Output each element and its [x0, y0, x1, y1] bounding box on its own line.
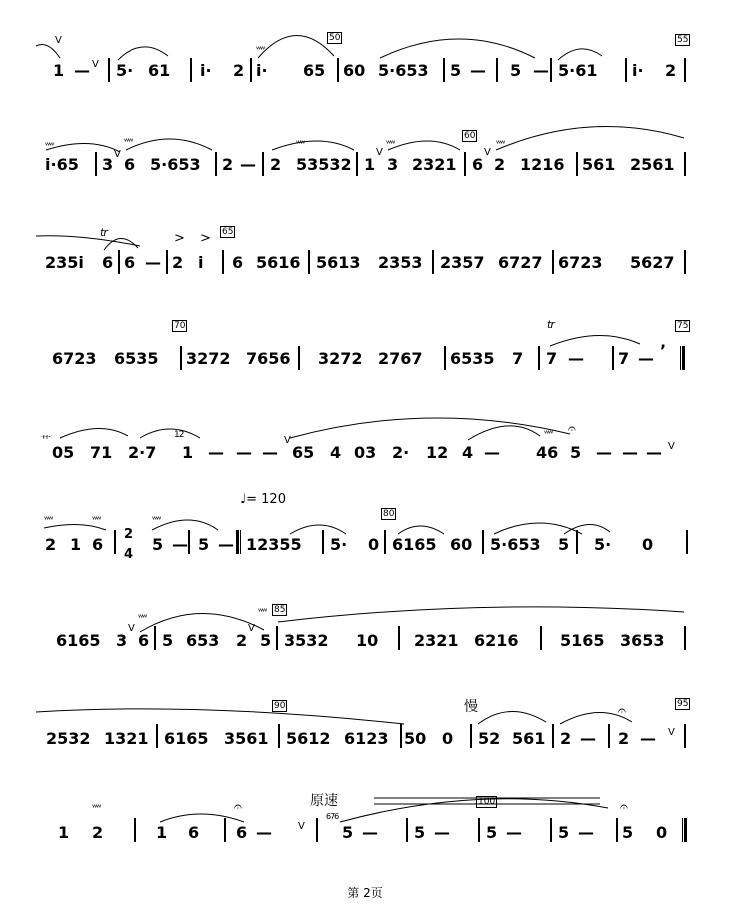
mordent-mark: ʷʷ: [152, 515, 161, 526]
note: 5: [558, 535, 570, 554]
note-group: 52: [478, 729, 501, 748]
measure-number: 70: [174, 321, 186, 331]
note: 2·: [392, 443, 410, 462]
measure-number: 85: [274, 605, 286, 615]
note: 7: [512, 349, 524, 368]
original-tempo-marking: 原速: [310, 793, 338, 809]
note: 3: [116, 631, 128, 650]
note: 5: [450, 61, 462, 80]
trill-mark: tr: [547, 318, 554, 331]
note-group: 46: [536, 443, 559, 462]
note: 5: [558, 823, 570, 842]
dash: —: [568, 349, 584, 368]
note: 6: [138, 631, 150, 650]
note: i·: [256, 61, 268, 80]
note: 5: [260, 631, 272, 650]
breath-mark: V: [128, 623, 134, 634]
slow-marking: 慢: [464, 699, 478, 715]
breath-mark: V: [484, 147, 490, 158]
note-group: 6723: [558, 253, 603, 272]
note: 5: [152, 535, 164, 554]
mordent-mark: ʷʷ: [296, 139, 305, 150]
measure-number: 95: [677, 699, 689, 709]
note-group: 50: [404, 729, 427, 748]
free-tempo-mark: 艹: [40, 434, 50, 447]
breath-mark: V: [92, 59, 98, 70]
note-group: 3272: [186, 349, 231, 368]
note-group: 5·61: [558, 61, 598, 80]
dash: —: [638, 349, 654, 368]
note: 7: [618, 349, 630, 368]
mordent-mark: ʷʷ: [124, 137, 133, 148]
mordent-mark: ʷʷ: [496, 139, 505, 150]
note: 5: [622, 823, 634, 842]
note-group: 1321: [104, 729, 149, 748]
mordent-mark: ʷʷ: [256, 45, 265, 56]
note: 7: [546, 349, 558, 368]
breath-mark: V: [298, 821, 304, 832]
fermata-mark: 𝄐: [620, 799, 627, 815]
measure-number: 80: [383, 509, 395, 519]
note-group: 6535: [114, 349, 159, 368]
breath-mark: V: [114, 149, 120, 160]
note: 2: [618, 729, 630, 748]
note-group: 65: [292, 443, 315, 462]
note-group: 235i: [45, 253, 84, 272]
note-group: 6165: [164, 729, 209, 748]
note: 5·: [594, 535, 612, 554]
note: 5: [570, 443, 582, 462]
dash: —: [506, 823, 522, 842]
mordent-mark: ʷʷ: [45, 141, 54, 152]
rest: 0: [642, 535, 654, 554]
measure-number: 65: [222, 227, 234, 237]
dash: —: [172, 535, 188, 554]
note-group: 1216: [520, 155, 565, 174]
note: 2: [45, 535, 57, 554]
breath-mark: V: [284, 435, 290, 446]
note-group: 561: [512, 729, 546, 748]
dash: —: [622, 443, 638, 462]
fermata-mark: 𝄐: [234, 799, 241, 815]
note-group: 10: [356, 631, 379, 650]
time-signature-top: 2: [124, 527, 134, 542]
dash: —: [646, 443, 662, 462]
note-group: 6165: [392, 535, 437, 554]
accent-mark: >: [174, 231, 184, 246]
note-group: 6727: [498, 253, 543, 272]
note-group: 5616: [256, 253, 301, 272]
note-group: 3653: [620, 631, 665, 650]
note: 3: [102, 155, 114, 174]
note: 2: [233, 61, 245, 80]
breath-mark: V: [668, 727, 674, 738]
note-group: 5·653: [490, 535, 541, 554]
note-group: 12: [426, 443, 449, 462]
note-group: 5165: [560, 631, 605, 650]
note: 2: [222, 155, 234, 174]
note-group: 6216: [474, 631, 519, 650]
note: i·: [200, 61, 212, 80]
note: 6: [102, 253, 114, 272]
time-signature-bottom: 4: [124, 547, 134, 562]
breath-mark: V: [668, 441, 674, 452]
note: 5: [162, 631, 174, 650]
measure-number: 60: [464, 131, 476, 141]
breath-mark: V: [248, 623, 254, 634]
breath-mark: V: [376, 147, 382, 158]
dash: —: [580, 729, 596, 748]
note: 1: [182, 443, 194, 462]
note: 2: [236, 631, 248, 650]
note-group: 2321: [412, 155, 457, 174]
note-group: 2·7: [128, 443, 157, 462]
note-group: 2357: [440, 253, 485, 272]
note-group: 3272: [318, 349, 363, 368]
note-group: 60: [343, 61, 366, 80]
breath-mark: V: [55, 35, 61, 46]
note: 1: [156, 823, 168, 842]
note-group: 5·653: [150, 155, 201, 174]
dash: —: [596, 443, 612, 462]
note: 4: [330, 443, 342, 462]
dash: —: [362, 823, 378, 842]
dash: —: [218, 535, 234, 554]
fermata-mark: 𝄐: [568, 421, 575, 437]
note-group: 2321: [414, 631, 459, 650]
note-group: 5627: [630, 253, 675, 272]
tempo-marking: ♩= 120: [240, 492, 286, 507]
note-group: 2561: [630, 155, 675, 174]
note-group: 2353: [378, 253, 423, 272]
note: 6: [236, 823, 248, 842]
note-group: 5612: [286, 729, 331, 748]
note: 6: [472, 155, 484, 174]
note-group: 65: [303, 61, 326, 80]
note: 4: [462, 443, 474, 462]
note: 5: [198, 535, 210, 554]
note-group: 2532: [46, 729, 91, 748]
page-footer: 第 2页: [347, 886, 383, 900]
note-group: 5613: [316, 253, 361, 272]
comma-breath: ’: [660, 341, 667, 360]
note: 2: [560, 729, 572, 748]
note-group: 6165: [56, 631, 101, 650]
note-group: 6723: [52, 349, 97, 368]
dash: —: [484, 443, 500, 462]
note-group: 05: [52, 443, 75, 462]
note: i·: [632, 61, 644, 80]
note: 1: [70, 535, 82, 554]
note-group: 60: [450, 535, 473, 554]
note: 5: [342, 823, 354, 842]
note-group: 61: [148, 61, 171, 80]
mordent-mark: ʷʷ: [44, 515, 53, 526]
note-group: i·65: [45, 155, 79, 174]
note: 6: [188, 823, 200, 842]
fermata-mark: 𝄐: [618, 703, 625, 719]
note: 2: [270, 155, 282, 174]
note: 5: [486, 823, 498, 842]
measure-number: 100: [478, 797, 496, 807]
dash: —: [240, 155, 256, 174]
note: 5: [510, 61, 522, 80]
accent-mark: >: [200, 231, 210, 246]
mordent-mark: ʷʷ: [92, 803, 101, 814]
note-group: 653: [186, 631, 220, 650]
note: 1: [364, 155, 376, 174]
note: 6: [124, 155, 136, 174]
dash: —: [145, 253, 161, 272]
note-group: 3532: [284, 631, 329, 650]
note-group: 561: [582, 155, 616, 174]
note: 6: [92, 535, 104, 554]
note: i: [198, 253, 204, 272]
note-group: 3561: [224, 729, 269, 748]
dash: —: [640, 729, 656, 748]
note-group: 6535: [450, 349, 495, 368]
mordent-mark: ʷʷ: [258, 607, 267, 618]
note: 2: [172, 253, 184, 272]
dash: —: [74, 61, 90, 80]
note: 2: [92, 823, 104, 842]
mordent-mark: ʷʷ: [544, 429, 553, 440]
note-group: 6123: [344, 729, 389, 748]
note: 5·: [330, 535, 348, 554]
grace-note: 12: [174, 430, 184, 440]
note-group: 71: [90, 443, 113, 462]
note: 5·: [116, 61, 134, 80]
note-group: 03: [354, 443, 377, 462]
measure-number: 75: [677, 321, 689, 331]
dash: —: [533, 61, 549, 80]
mordent-mark: ʷʷ: [138, 613, 147, 624]
measure-number: 50: [329, 33, 341, 43]
rest: 0: [442, 729, 454, 748]
note: 6: [232, 253, 244, 272]
note-group: 7656: [246, 349, 291, 368]
note-group: 12355: [246, 535, 302, 554]
mordent-mark: ʷʷ: [92, 515, 101, 526]
note: 6: [124, 253, 136, 272]
dash: —: [262, 443, 278, 462]
note: 2: [494, 155, 506, 174]
note: 2: [665, 61, 677, 80]
dash: —: [256, 823, 272, 842]
rest: 0: [368, 535, 380, 554]
dash: —: [236, 443, 252, 462]
note: 5: [414, 823, 426, 842]
tuplet-number: 676: [326, 812, 339, 821]
dash: —: [578, 823, 594, 842]
note: 3: [387, 155, 399, 174]
note-group: 53532: [296, 155, 352, 174]
dash: —: [434, 823, 450, 842]
measure-number: 90: [274, 701, 286, 711]
dash: —: [208, 443, 224, 462]
note: 1: [53, 61, 65, 80]
dash: —: [470, 61, 486, 80]
note-group: 5·653: [378, 61, 429, 80]
rest: 0: [656, 823, 668, 842]
trill-mark: tr: [100, 226, 107, 239]
mordent-mark: ʷʷ: [386, 139, 395, 150]
note: 1: [58, 823, 70, 842]
note-group: 2767: [378, 349, 423, 368]
measure-number: 55: [677, 35, 689, 45]
